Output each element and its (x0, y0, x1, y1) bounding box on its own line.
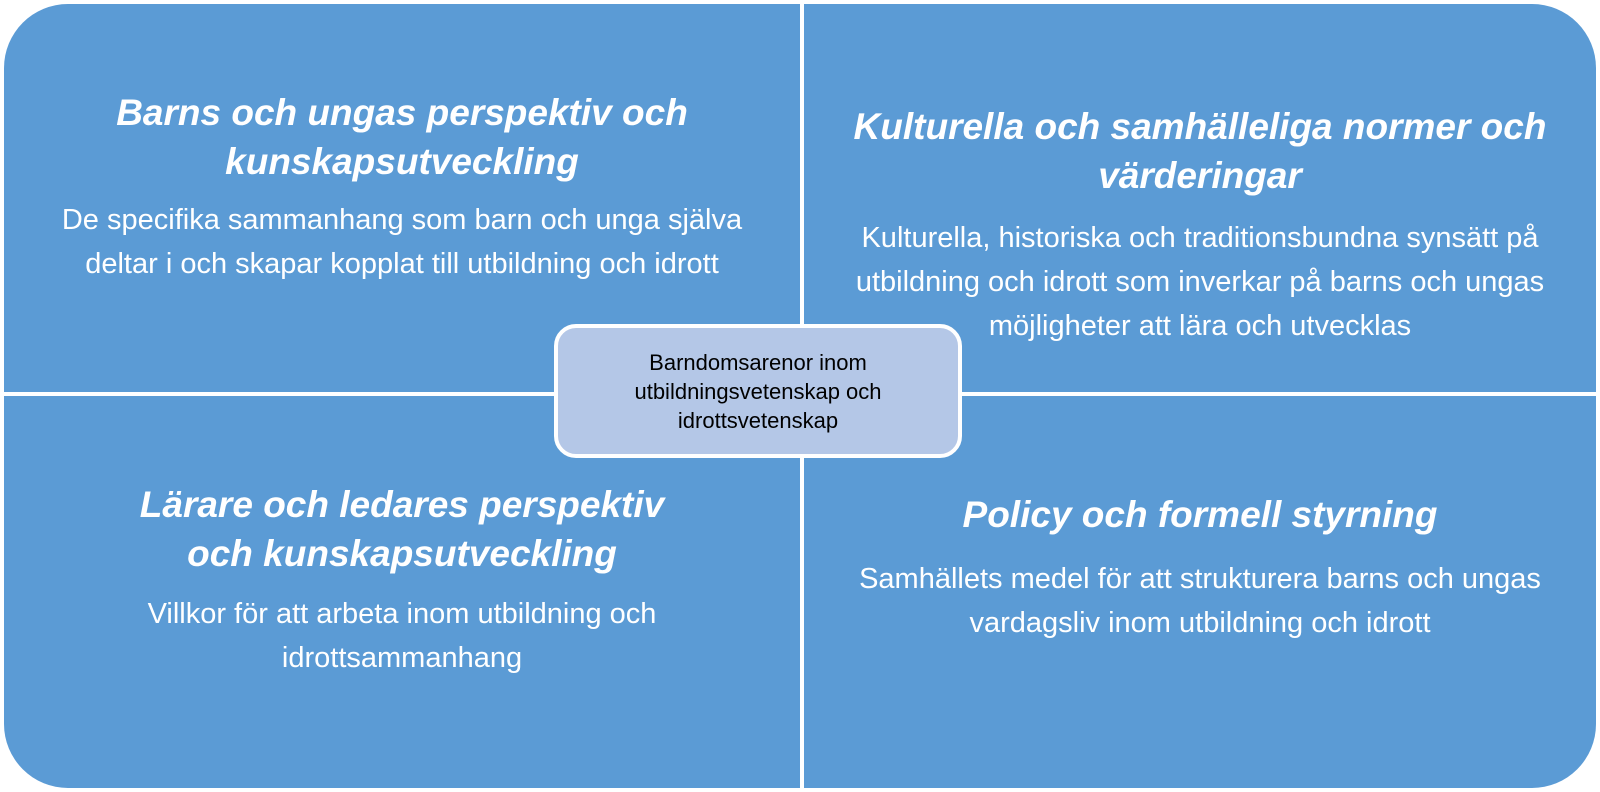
center-label: Barndomsarenor inom utbildningsvetenskap och idrottsvetenskap (634, 349, 882, 433)
quadrant-description: Samhällets medel för att strukturera barns och ungas vardagsliv inom utbildning och idrott (859, 563, 1541, 639)
quadrant-title: Policy och formell styrning (962, 494, 1438, 535)
quadrant-title: Kulturella och samhälleliga normer och värderingar (853, 106, 1547, 196)
quadrant-description: Kulturella, historiska och traditionsbundna synsätt på utbildning och idrott som inverkar på barns och ungas möjligheter att lära och utvecklas (855, 222, 1545, 342)
quadrant-title: Barns och ungas perspektiv och kunskapsutveckling (116, 92, 688, 182)
quadrant-description: Villkor för att arbeta inom utbildning och idrottsammanhang (147, 598, 657, 674)
quadrant-description: De specifika sammanhang som barn och unga själva deltar i och skapar kopplat till utbildning och idrott (61, 204, 743, 280)
center-label-box (554, 324, 962, 458)
quadrant-title: Lärare och ledares perspektiv och kunskapsutveckling (139, 484, 665, 574)
